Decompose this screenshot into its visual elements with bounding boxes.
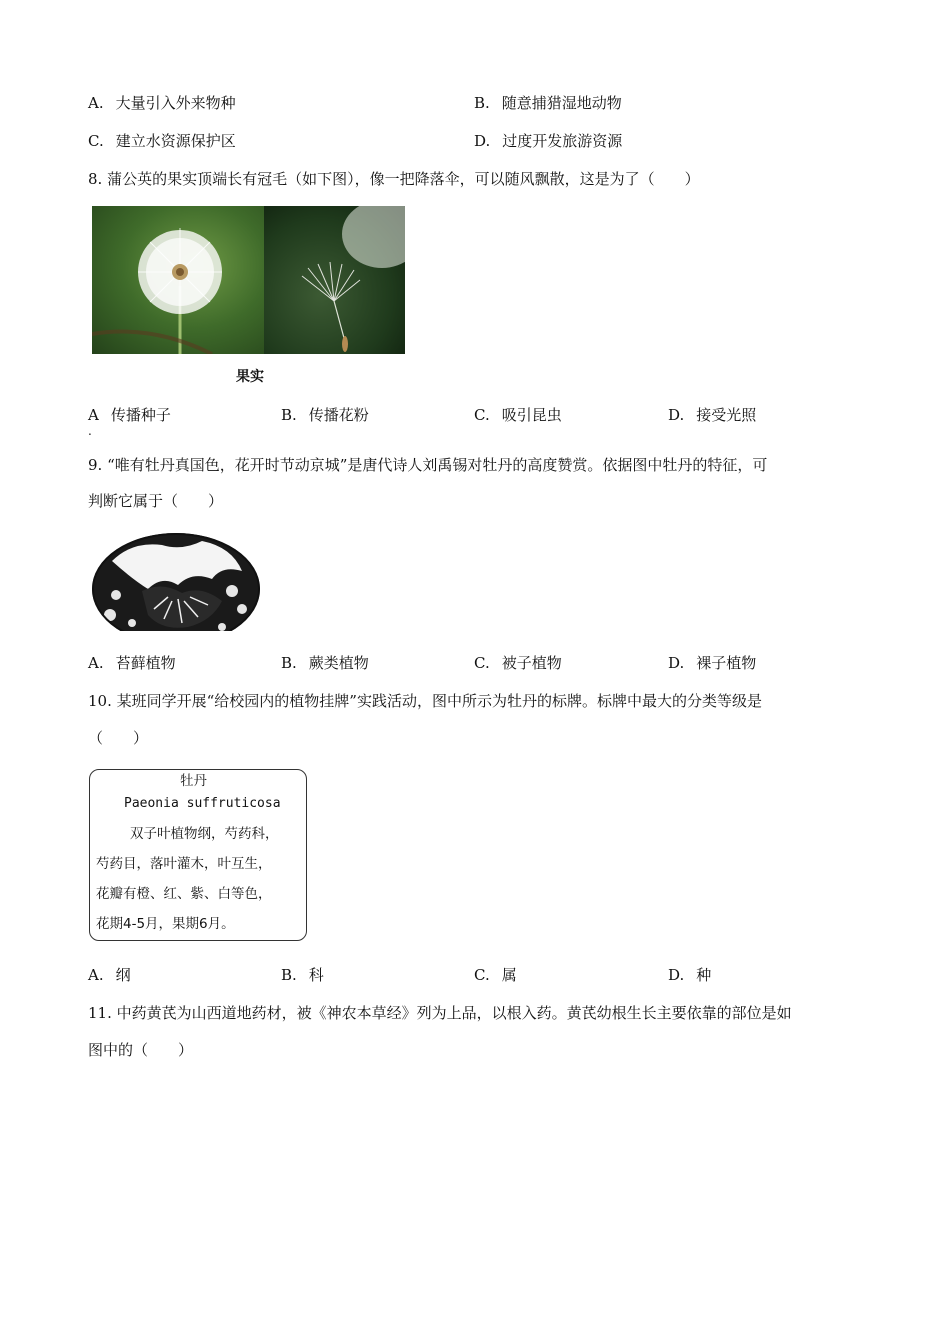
option-text: 蕨类植物 — [308, 654, 369, 672]
option-label: D. — [668, 406, 685, 424]
option-text: 被子植物 — [501, 654, 562, 672]
option-text: 过度开发旅游资源 — [502, 132, 623, 150]
card-line: 花期4-5月，果期6月。 — [96, 916, 235, 932]
q9-stem-line1: 9. “唯有牡丹真国色，花开时节动京城”是唐代诗人刘禹锡对牡丹的高度赞赏。依据图中牡丹的特征，可 — [88, 456, 768, 474]
dandelion-head-image — [92, 206, 264, 354]
q7-option-a — [88, 93, 236, 113]
option-text: 种 — [696, 966, 712, 984]
q10-stem-line1: 10. 某班同学开展“给校园内的植物挂牌”实践活动，图中所示为牡丹的标牌。标牌中最大的分类等级是 — [88, 692, 762, 710]
option-label: D. — [668, 966, 685, 984]
option-text: 建立水资源保护区 — [115, 132, 236, 150]
option-text: 传播种子 — [110, 406, 171, 424]
q11-stem-line1: 11. 中药黄芪为山西道地药材，被《神农本草经》列为上品，以根入药。黄芪幼根生长主要依靠的部位是如 — [88, 1004, 792, 1022]
card-latin-name: Paeonia suffruticosa — [124, 796, 281, 811]
option-text: 纲 — [115, 966, 131, 984]
card-title: 牡丹 — [180, 773, 207, 789]
q8-option-a — [88, 405, 171, 425]
option-text: 属 — [501, 966, 517, 984]
option-label: B. — [474, 94, 490, 112]
q10-stem-line2: （ ） — [88, 729, 149, 747]
q8-option-c — [474, 405, 562, 425]
plant-label-card — [89, 769, 307, 941]
option-text: 大量引入外来物种 — [115, 94, 236, 112]
peony-image — [92, 531, 260, 639]
q10-option-a — [88, 965, 131, 985]
option-label: B. — [281, 406, 297, 424]
q8-stem: 8. 蒲公英的果实顶端长有冠毛（如下图），像一把降落伞，可以随风飘散，这是为了（ ） — [88, 170, 700, 188]
option-text: 随意捕猎湿地动物 — [501, 94, 622, 112]
q10-option-c — [474, 965, 517, 985]
option-label: D. — [474, 132, 491, 150]
dandelion-seed-image — [264, 206, 405, 354]
card-line: 芍药目，落叶灌木，叶互生， — [96, 856, 272, 872]
q8-image-caption: 果实 — [236, 369, 264, 385]
q7-option-d — [474, 131, 622, 151]
option-text: 裸子植物 — [696, 654, 757, 672]
q8-option-b — [281, 405, 369, 425]
option-label: C. — [474, 966, 490, 984]
option-text: 吸引昆虫 — [501, 406, 562, 424]
q9-option-c — [474, 653, 562, 673]
option-text: 苔藓植物 — [115, 654, 176, 672]
option-label: C. — [474, 654, 490, 672]
option-label: C. — [474, 406, 490, 424]
q9-option-d — [668, 653, 756, 673]
card-line: 花瓣有橙、红、紫、白等色， — [96, 886, 272, 902]
stray-mark: . — [88, 424, 92, 438]
option-text: 传播花粉 — [308, 406, 369, 424]
option-text: 科 — [308, 966, 324, 984]
option-label: A — [88, 406, 99, 424]
option-label: B. — [281, 966, 297, 984]
q7-option-b — [474, 93, 622, 113]
q10-option-b — [281, 965, 324, 985]
card-line: 双子叶植物纲，芍药科， — [130, 826, 279, 842]
option-label: D. — [668, 654, 685, 672]
option-label: A. — [88, 94, 104, 112]
q10-option-d — [668, 965, 711, 985]
option-label: A. — [88, 654, 104, 672]
option-text: 接受光照 — [696, 406, 757, 424]
q9-option-a — [88, 653, 176, 673]
q8-option-d — [668, 405, 756, 425]
q11-stem-line2: 图中的（ ） — [88, 1041, 194, 1059]
q9-option-b — [281, 653, 369, 673]
q7-option-c — [88, 131, 236, 151]
option-label: B. — [281, 654, 297, 672]
option-label: C. — [88, 132, 104, 150]
option-label: A. — [88, 966, 104, 984]
q9-stem-line2: 判断它属于（ ） — [88, 492, 224, 510]
